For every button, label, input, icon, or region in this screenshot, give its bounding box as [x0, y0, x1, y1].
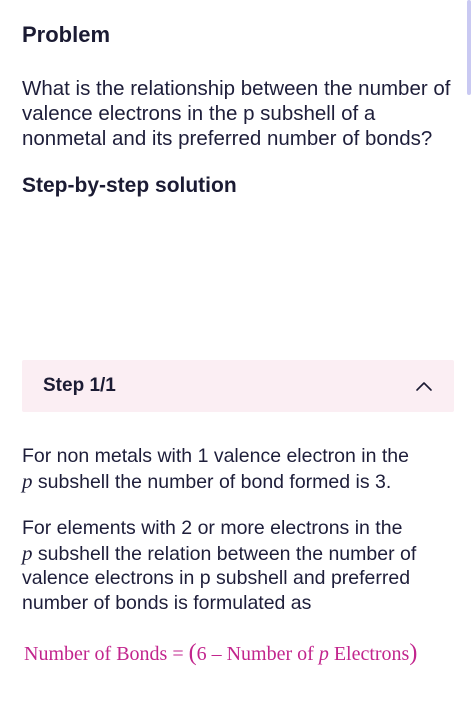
formula-lhs: Number of Bonds [24, 643, 168, 665]
paragraph-text: subshell the relation between the number of valence electrons in p subshell and preferred number of bonds is formulated as [22, 542, 417, 614]
paragraph-text: For elements with 2 or more electrons in the [22, 517, 403, 539]
formula-minus: – [211, 643, 222, 665]
formula-p: p [318, 643, 329, 665]
formula-equals: = [172, 643, 184, 665]
bonds-formula [24, 640, 417, 667]
formula-number-of: Number of [226, 643, 314, 665]
problem-question: What is the relationship between the number of valence electrons in the p subshell of a nonmetal and its preferred number of bonds? [22, 77, 451, 150]
formula-open-paren: ( [188, 640, 197, 666]
step-paragraph-1 [22, 444, 458, 494]
p-variable: p [22, 468, 33, 493]
formula-electrons: Electrons [333, 643, 410, 665]
chevron-up-icon[interactable] [414, 376, 434, 396]
step-label: Step 1/1 [43, 375, 116, 396]
formula-six: 6 [196, 643, 207, 665]
paragraph-text: For non metals with 1 valence electron in the [22, 445, 409, 467]
problem-heading: Problem [22, 22, 111, 47]
formula-close-paren: ) [409, 640, 418, 666]
step-paragraph-2 [22, 516, 458, 615]
solution-heading: Step-by-step solution [22, 174, 237, 197]
scrollbar[interactable] [467, 0, 471, 95]
paragraph-text: subshell the number of bond formed is 3. [37, 470, 392, 493]
p-variable: p [22, 540, 33, 565]
step-accordion-header[interactable] [22, 360, 454, 412]
